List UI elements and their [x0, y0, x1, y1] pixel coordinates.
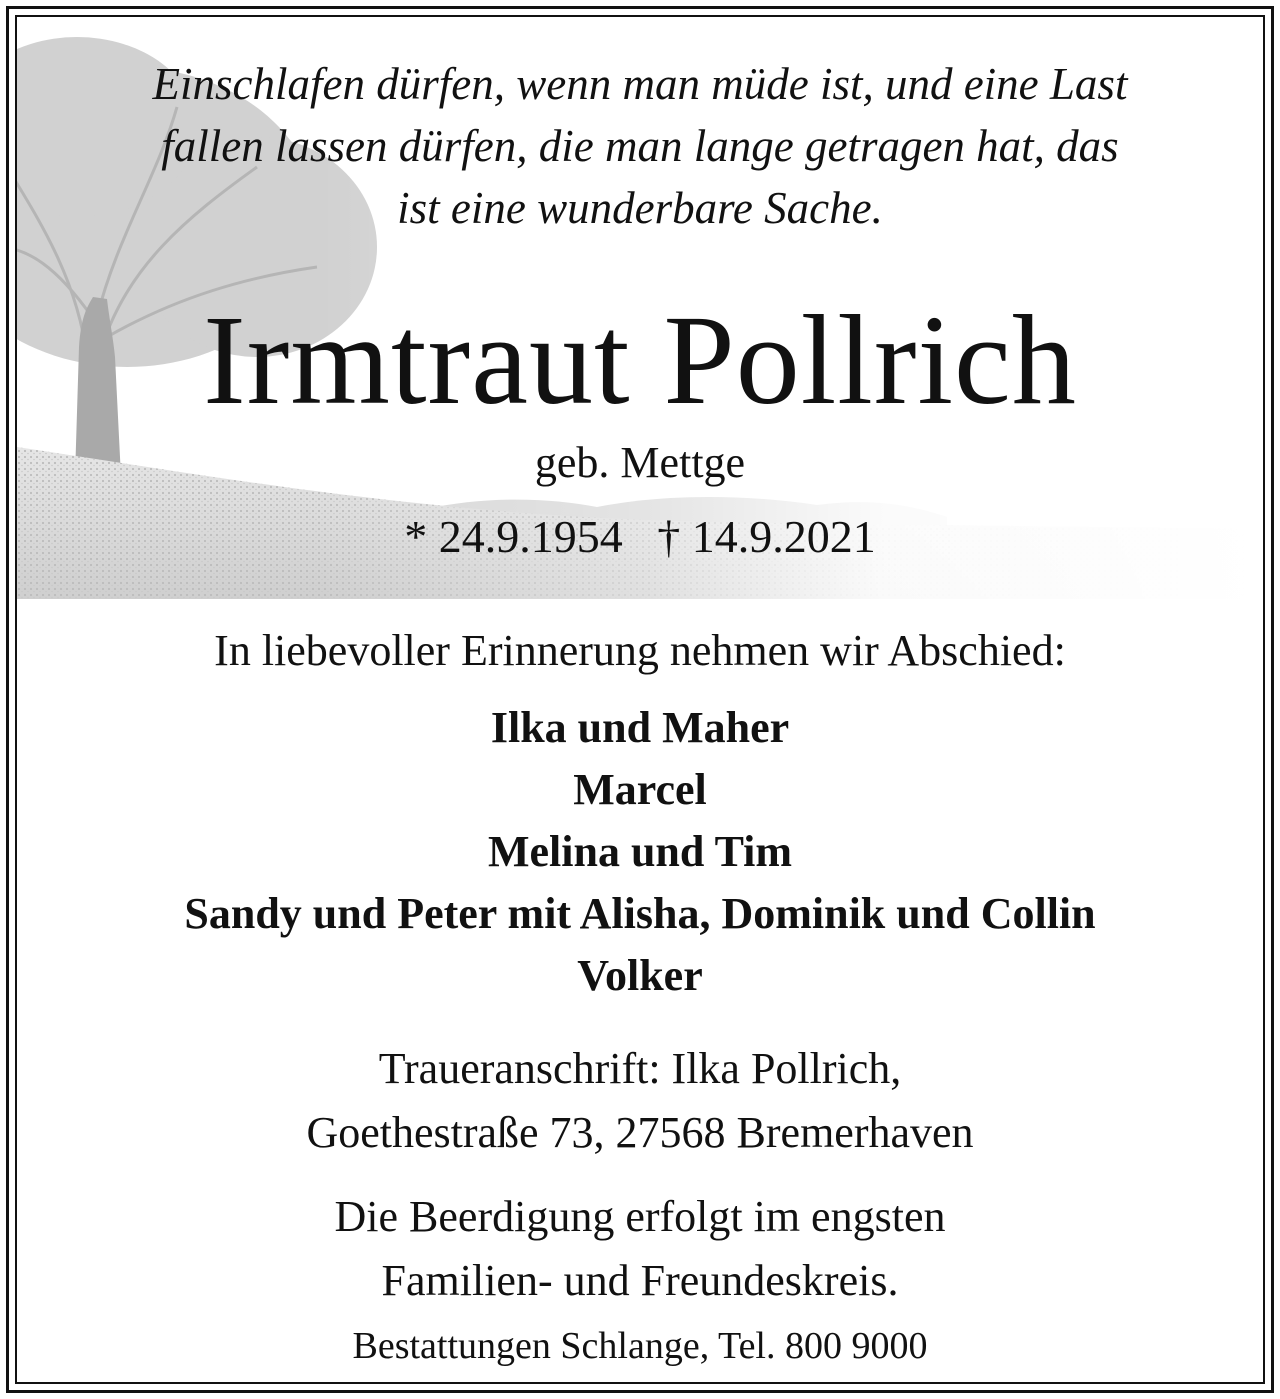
funeral-note [17, 1185, 1263, 1313]
mourner-line: Ilka und Maher [490, 703, 790, 752]
address-line: Traueranschrift: Ilka Pollrich, [378, 1044, 902, 1093]
obituary-notice [15, 15, 1265, 1384]
life-dates: * 24.9.1954 † 14.9.2021 [404, 511, 876, 562]
motto-line: fallen lassen dürfen, die man lange getragen hat, das [161, 121, 1119, 171]
farewell-intro: In liebevoller Erinnerung nehmen wir Abschied: [214, 626, 1066, 675]
mourner-line: Melina und Tim [487, 827, 793, 876]
undertaker-contact: Bestattungen Schlange, Tel. 800 9000 [352, 1325, 928, 1367]
motto-line: Einschlafen dürfen, wenn man müde ist, und eine Last [152, 59, 1128, 109]
motto-line: ist eine wunderbare Sache. [397, 183, 883, 233]
mourners-list [17, 697, 1263, 1007]
mourner-line: Volker [577, 951, 703, 1000]
motto-quote [17, 53, 1263, 239]
mourner-line: Marcel [573, 765, 707, 814]
deceased-name: Irmtraut Pollrich [203, 289, 1077, 431]
birth-name: geb. Mettge [534, 438, 746, 487]
mourner-line: Sandy und Peter mit Alisha, Dominik und Collin [184, 889, 1096, 938]
address-line: Goethestraße 73, 27568 Bremerhaven [306, 1108, 974, 1157]
funeral-line: Familien- und Freundeskreis. [381, 1256, 899, 1305]
mourning-address [17, 1037, 1263, 1165]
funeral-line: Die Beerdigung erfolgt im engsten [334, 1192, 946, 1241]
